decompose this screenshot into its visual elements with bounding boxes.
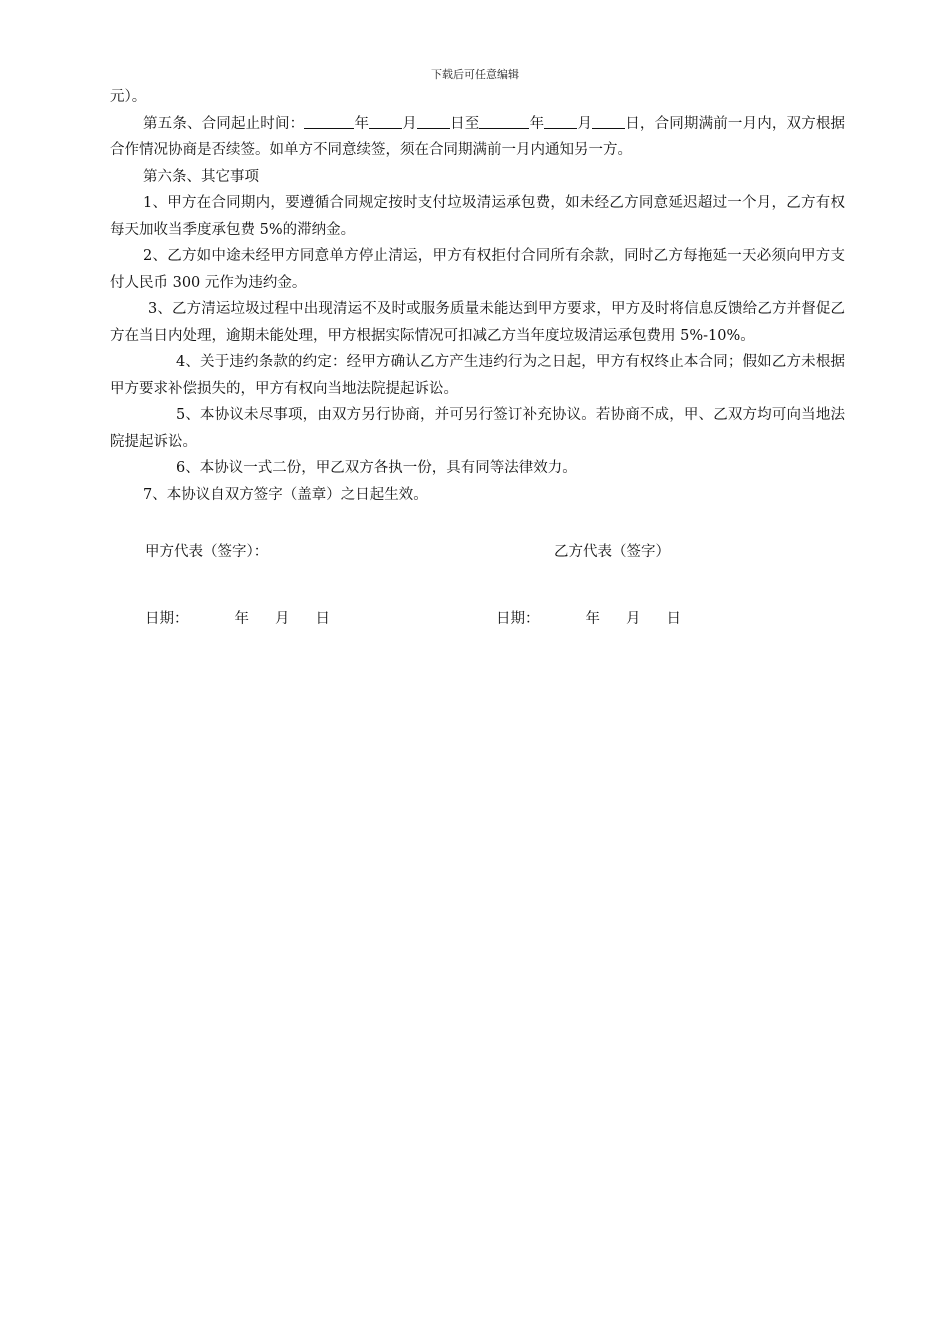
paragraph-prev-end: 元）。 xyxy=(110,89,147,105)
item-1: 1、甲方在合同期内，要遵循合同规定按时支付垃圾清运承包费，如未经乙方同意延迟超过一个月，乙方有权每天加收当季度承包费 5%的滞纳金。 xyxy=(110,195,845,238)
date-label: 日期： xyxy=(496,611,540,627)
header-note: 下载后可任意编辑 xyxy=(431,68,519,81)
party-a-date xyxy=(145,609,330,629)
article-5-rest: 日，合同期满前一月内，双方根据合作情况协商是否续签。如单方不同意续签，须在合同期满前一月内通知另一方。 xyxy=(110,115,846,158)
date-year: 年 xyxy=(585,611,600,627)
item-4: 4、关于违约条款的约定：经甲方确认乙方产生违约行为之日起，甲方有权终止本合同；假如乙方未根据甲方要求补偿损失的，甲方有权向当地法院提起诉讼。 xyxy=(110,354,845,397)
blank-year-start xyxy=(304,112,354,129)
item-7: 7、本协议自双方签字（盖章）之日起生效。 xyxy=(143,486,428,503)
date-day: 日 xyxy=(315,611,330,627)
label-day-to: 日至 xyxy=(449,115,480,132)
label-year: 年 xyxy=(354,115,370,132)
date-day: 日 xyxy=(666,611,681,627)
label-month: 月 xyxy=(577,115,593,132)
label-year: 年 xyxy=(529,115,545,132)
party-b-signature-label: 乙方代表（签字） xyxy=(554,544,670,560)
date-month: 月 xyxy=(275,611,290,627)
article-5 xyxy=(110,111,845,164)
date-month: 月 xyxy=(626,611,641,627)
blank-month-start xyxy=(369,112,402,129)
blank-month-end xyxy=(544,112,577,129)
party-b-date xyxy=(496,609,681,629)
blank-day-start xyxy=(417,112,450,129)
item-2: 2、乙方如中途未经甲方同意单方停止清运，甲方有权拒付合同所有余款，同时乙方每拖延一天必须向甲方支付人民币 300 元作为违约金。 xyxy=(110,248,845,291)
blank-year-end xyxy=(479,112,529,129)
article-5-prefix: 第五条、合同起止时间： xyxy=(143,115,305,132)
contract-body xyxy=(110,84,845,508)
item-5: 5、本协议未尽事项，由双方另行协商，并可另行签订补充协议。若协商不成，甲、乙双方均可向当地法院提起诉讼。 xyxy=(110,407,845,450)
blank-day-end xyxy=(592,112,625,129)
item-3: 3、乙方清运垃圾过程中出现清运不及时或服务质量未能达到甲方要求，甲方及时将信息反馈给乙方并督促乙方在当日内处理，逾期未能处理，甲方根据实际情况可扣减乙方当年度垃圾清运承包费用 5%-10%。 xyxy=(110,301,845,344)
date-label: 日期： xyxy=(145,611,189,627)
item-6: 6、本协议一式二份，甲乙双方各执一份，具有同等法律效力。 xyxy=(176,460,577,476)
party-a-signature-label: 甲方代表（签字）： xyxy=(145,544,269,560)
label-month: 月 xyxy=(402,115,417,132)
article-6-title: 第六条、其它事项 xyxy=(143,168,259,185)
date-year: 年 xyxy=(234,611,249,627)
